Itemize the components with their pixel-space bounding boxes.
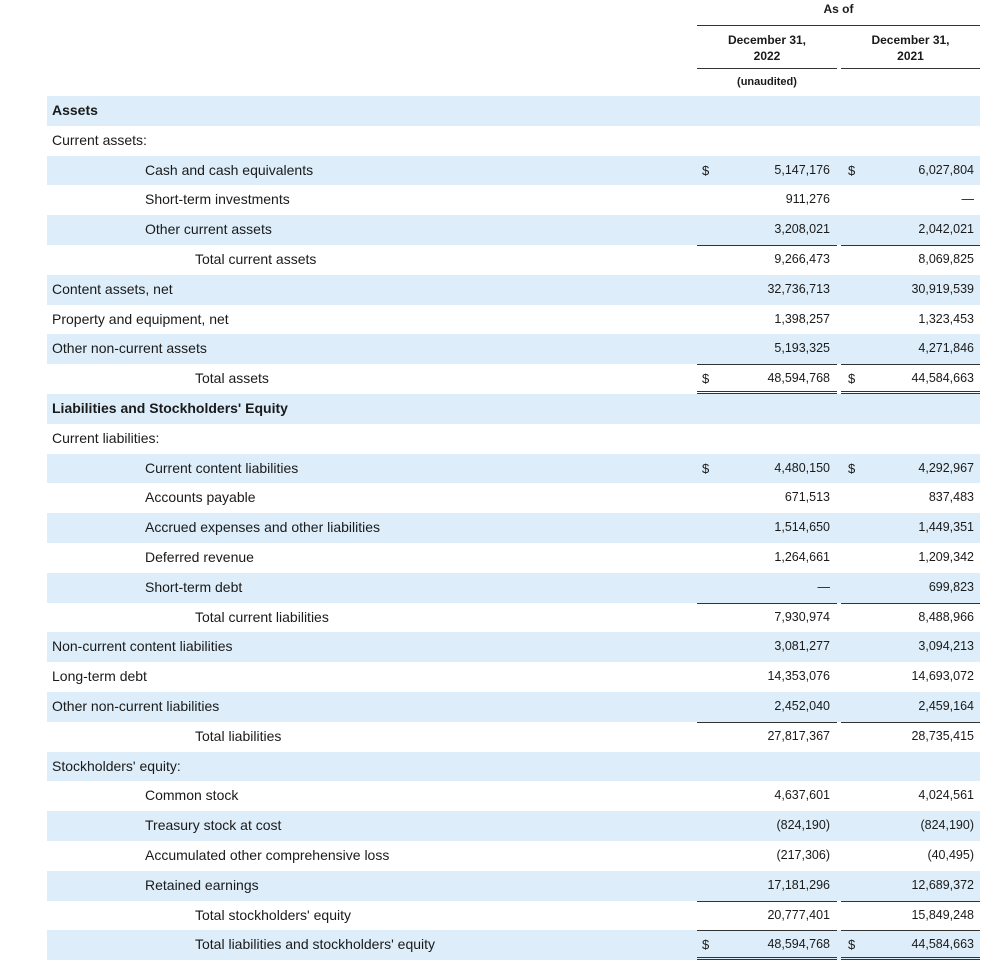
as-of-header: As of [823,2,854,16]
value-2022: 4,480,150 [774,460,830,475]
value-2021: 4,271,846 [918,341,974,356]
value-2021: 837,483 [928,490,974,505]
value-2021: 14,693,072 [911,669,974,684]
header-rule [697,25,980,26]
table-row [47,871,980,901]
table-row [47,185,980,215]
table-row [47,662,980,692]
subtotal-rule [697,364,837,365]
row-label: Content assets, net [52,280,173,297]
table-row [47,603,980,633]
value-2022: 3,081,277 [774,639,830,654]
value-2022: 911,276 [785,192,830,207]
currency-symbol: $ [848,460,856,476]
value-2021: 2,042,021 [918,222,974,237]
column-header-rule [841,68,980,69]
table-row [47,692,980,722]
value-2021: 30,919,539 [911,281,974,296]
table-row [47,245,980,275]
subtotal-rule [697,901,837,902]
subtotal-rule [841,901,980,902]
row-label: Retained earnings [145,876,259,893]
row-label: Short-term debt [145,578,243,595]
currency-symbol: $ [848,162,856,178]
value-2022: 2,452,040 [774,698,830,713]
row-label: Total current assets [195,250,317,267]
table-row [47,513,980,543]
value-2021: 44,584,663 [911,937,974,952]
table-row [47,781,980,811]
value-2022: 1,398,257 [774,311,830,326]
value-2022: 9,266,473 [774,251,830,266]
row-label: Total liabilities [195,727,282,744]
column-header-rule [697,68,837,69]
total-double-rule [697,391,837,392]
value-2021: 1,323,453 [918,311,974,326]
value-2021: 15,849,248 [911,907,974,922]
value-2022: 4,637,601 [774,788,830,803]
column-header-2022-line2: 2022 [753,49,781,63]
table-row [47,841,980,871]
table-row [47,305,980,335]
table-row [47,215,980,245]
table-row [47,454,980,484]
row-label: Other non-current liabilities [52,697,220,714]
value-2022: (217,306) [776,847,830,862]
row-label: Common stock [145,787,239,804]
currency-symbol: $ [702,937,710,953]
row-label: Short-term investments [145,191,290,208]
value-2022: 14,353,076 [767,669,830,684]
value-2021: 1,449,351 [918,520,974,535]
value-2021: (824,190) [920,818,974,833]
subtotal-rule [697,245,837,246]
unaudited-note: (unaudited) [737,76,797,88]
row-label: Total assets [195,370,269,387]
value-2022: 3,208,021 [774,222,830,237]
column-header-2022 [697,32,837,64]
row-label: Total liabilities and stockholders' equity [195,936,436,953]
table-row [47,722,980,752]
currency-symbol: $ [702,460,710,476]
value-2021: — [961,192,974,207]
subtotal-rule [841,364,980,365]
value-2022: 5,147,176 [774,162,830,177]
row-label: Property and equipment, net [52,310,229,327]
row-label: Treasury stock at cost [145,817,282,834]
table-row [47,543,980,573]
subtotal-rule [697,722,837,723]
table-row [47,632,980,662]
value-2022: 671,513 [784,490,830,505]
row-label: Long-term debt [52,668,147,685]
value-2021: 8,069,825 [918,251,974,266]
currency-symbol: $ [702,371,710,387]
total-double-rule [841,391,980,392]
value-2021: 699,823 [928,579,974,594]
value-2022: 17,181,296 [767,877,830,892]
total-double-rule [841,957,980,958]
value-2022: 1,264,661 [774,549,830,564]
table-row [47,126,980,156]
subtotal-rule [841,722,980,723]
value-2021: 28,735,415 [911,728,974,743]
table-row [47,394,980,424]
row-label: Other non-current assets [52,340,207,357]
table-row [47,424,980,454]
row-label: Liabilities and Stockholders' Equity [52,399,288,416]
column-header-2022-line1: December 31, [727,33,807,47]
value-2022: 7,930,974 [774,609,830,624]
row-label: Deferred revenue [145,548,254,565]
value-2021: 4,292,967 [918,460,974,475]
value-2021: 4,024,561 [918,788,974,803]
table-body [47,96,980,960]
value-2022: 20,777,401 [767,907,830,922]
row-label: Total stockholders' equity [195,906,351,923]
table-row [47,364,980,394]
table-row [47,483,980,513]
subtotal-rule [841,930,980,931]
value-2022: 5,193,325 [774,341,830,356]
value-2022: — [817,579,830,594]
table-row [47,156,980,186]
row-label: Non-current content liabilities [52,638,233,655]
table-row [47,334,980,364]
table-row [47,752,980,782]
row-label: Assets [52,102,98,118]
value-2022: 32,736,713 [767,281,830,296]
value-2021: (40,495) [927,847,974,862]
row-label: Stockholders' equity: [52,757,181,774]
row-label: Cash and cash equivalents [145,161,314,178]
value-2022: 48,594,768 [767,937,830,952]
subtotal-rule [697,930,837,931]
value-2021: 3,094,213 [918,639,974,654]
row-label: Total current liabilities [195,608,329,625]
value-2021: 44,584,663 [911,371,974,386]
value-2022: 27,817,367 [767,728,830,743]
row-label: Accumulated other comprehensive loss [145,846,390,863]
column-header-2021 [841,32,980,64]
column-header-2021-line2: 2021 [897,49,924,63]
table-row [47,901,980,931]
table-row [47,930,980,960]
value-2021: 2,459,164 [918,698,974,713]
total-double-rule [697,959,837,960]
table-row [47,573,980,603]
row-label: Accrued expenses and other liabilities [145,519,381,536]
table-row [47,811,980,841]
value-2021: 12,689,372 [911,877,974,892]
subtotal-rule [841,603,980,604]
value-2022: 1,514,650 [774,520,830,535]
subtotal-rule [841,245,980,246]
value-2021: 8,488,966 [918,609,974,624]
row-label: Current assets: [52,131,147,148]
row-label: Current liabilities: [52,429,160,446]
table-row [47,275,980,305]
table-row [47,96,980,126]
currency-symbol: $ [702,162,710,178]
value-2021: 1,209,342 [918,549,974,564]
column-header-2021-line1: December 31, [871,33,950,47]
row-label: Current content liabilities [145,459,299,476]
total-double-rule [841,959,980,960]
subtotal-rule [697,603,837,604]
value-2022: 48,594,768 [767,371,830,386]
row-label: Accounts payable [145,489,256,506]
currency-symbol: $ [848,937,856,953]
row-label: Other current assets [145,221,272,238]
total-double-rule [697,957,837,958]
currency-symbol: $ [848,371,856,387]
value-2022: (824,190) [776,818,830,833]
value-2021: 6,027,804 [918,162,974,177]
